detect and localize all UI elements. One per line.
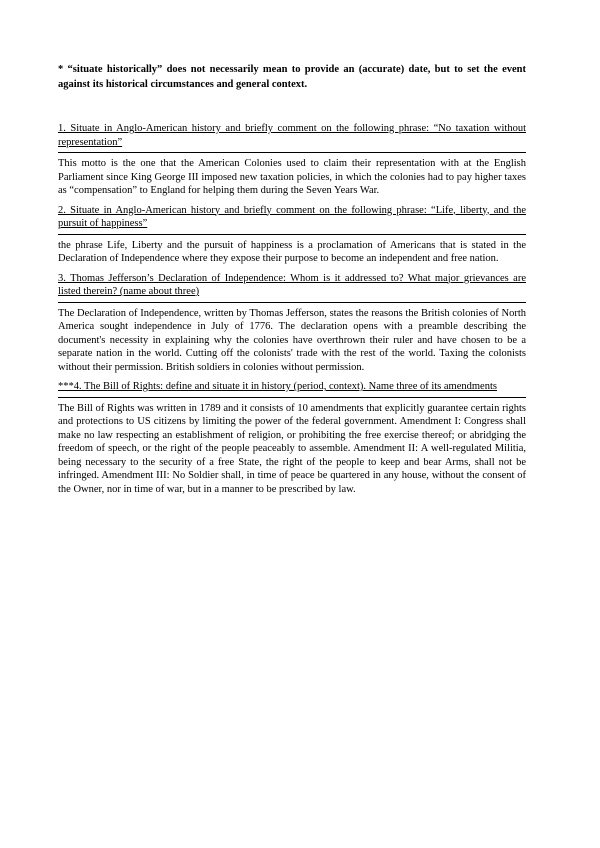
question-4: ***4. The Bill of Rights: define and situate it in history (period, context). Name three of its amendments xyxy=(58,380,526,398)
instruction-note: * “situate historically” does not necessarily mean to provide an (accurate) date, but to set the event against its historical circumstances and general context. xyxy=(58,64,526,90)
document-page xyxy=(58,62,526,496)
answer-2: the phrase Life, Liberty and the pursuit of happiness is a proclamation of Americans that is stated in the Declaration of Independence where they expose their purpose to become an independent and free nation. xyxy=(58,239,526,264)
question-block-2 xyxy=(58,204,526,266)
answer-3: The Declaration of Independence, written by Thomas Jefferson, states the reasons the British colonies of North America sought independence in July of 1776. The declaration opens with a preamble describing the document's necessity in explaining why the colonies have overthrown their ruler and have chosen to be a separate nation in the world. Cutting off the colonists' trade with the rest of the world. Taxing the colonists without their permission. British soldiers in colonies without permission. xyxy=(58,307,526,373)
question-1: 1. Situate in Anglo-American history and briefly comment on the following phrase: “No taxation without representation” xyxy=(58,122,526,153)
question-3: 3. Thomas Jefferson’s Declaration of Independence: Whom is it addressed to? What major grievances are listed therein? (name about three) xyxy=(58,272,526,303)
question-block-1 xyxy=(58,122,526,198)
answer-1: This motto is the one that the American Colonies used to claim their representation with at the English Parliament since King George III imposed new taxation policies, in which the colonies had to pay higher taxes as “compensation” to England for helping them during the Seven Years War. xyxy=(58,158,526,196)
question-block-4 xyxy=(58,380,526,496)
question-block-3 xyxy=(58,272,526,375)
answer-4: The Bill of Rights was written in 1789 and it consists of 10 amendments that explicitly guarantee certain rights and protections to US citizens by limiting the power of the federal government. Amendment I: Congress shall make no law respecting an establishment of religion, or prohibiting the free exercise thereof; or abridging the freedom of speech, or the right of the people peaceably to assemble. Amendment II: A well-regulated Militia, being necessary to the security of a free State, the right of the people to keep and bear Arms, shall not be infringed. Amendment III: No Soldier shall, in time of peace be quartered in any house, without the consent of the Owner, nor in time of war, but in a manner to be prescribed by law. xyxy=(58,402,526,495)
question-2: 2. Situate in Anglo-American history and briefly comment on the following phrase: “Life, liberty, and the pursuit of happiness” xyxy=(58,204,526,235)
